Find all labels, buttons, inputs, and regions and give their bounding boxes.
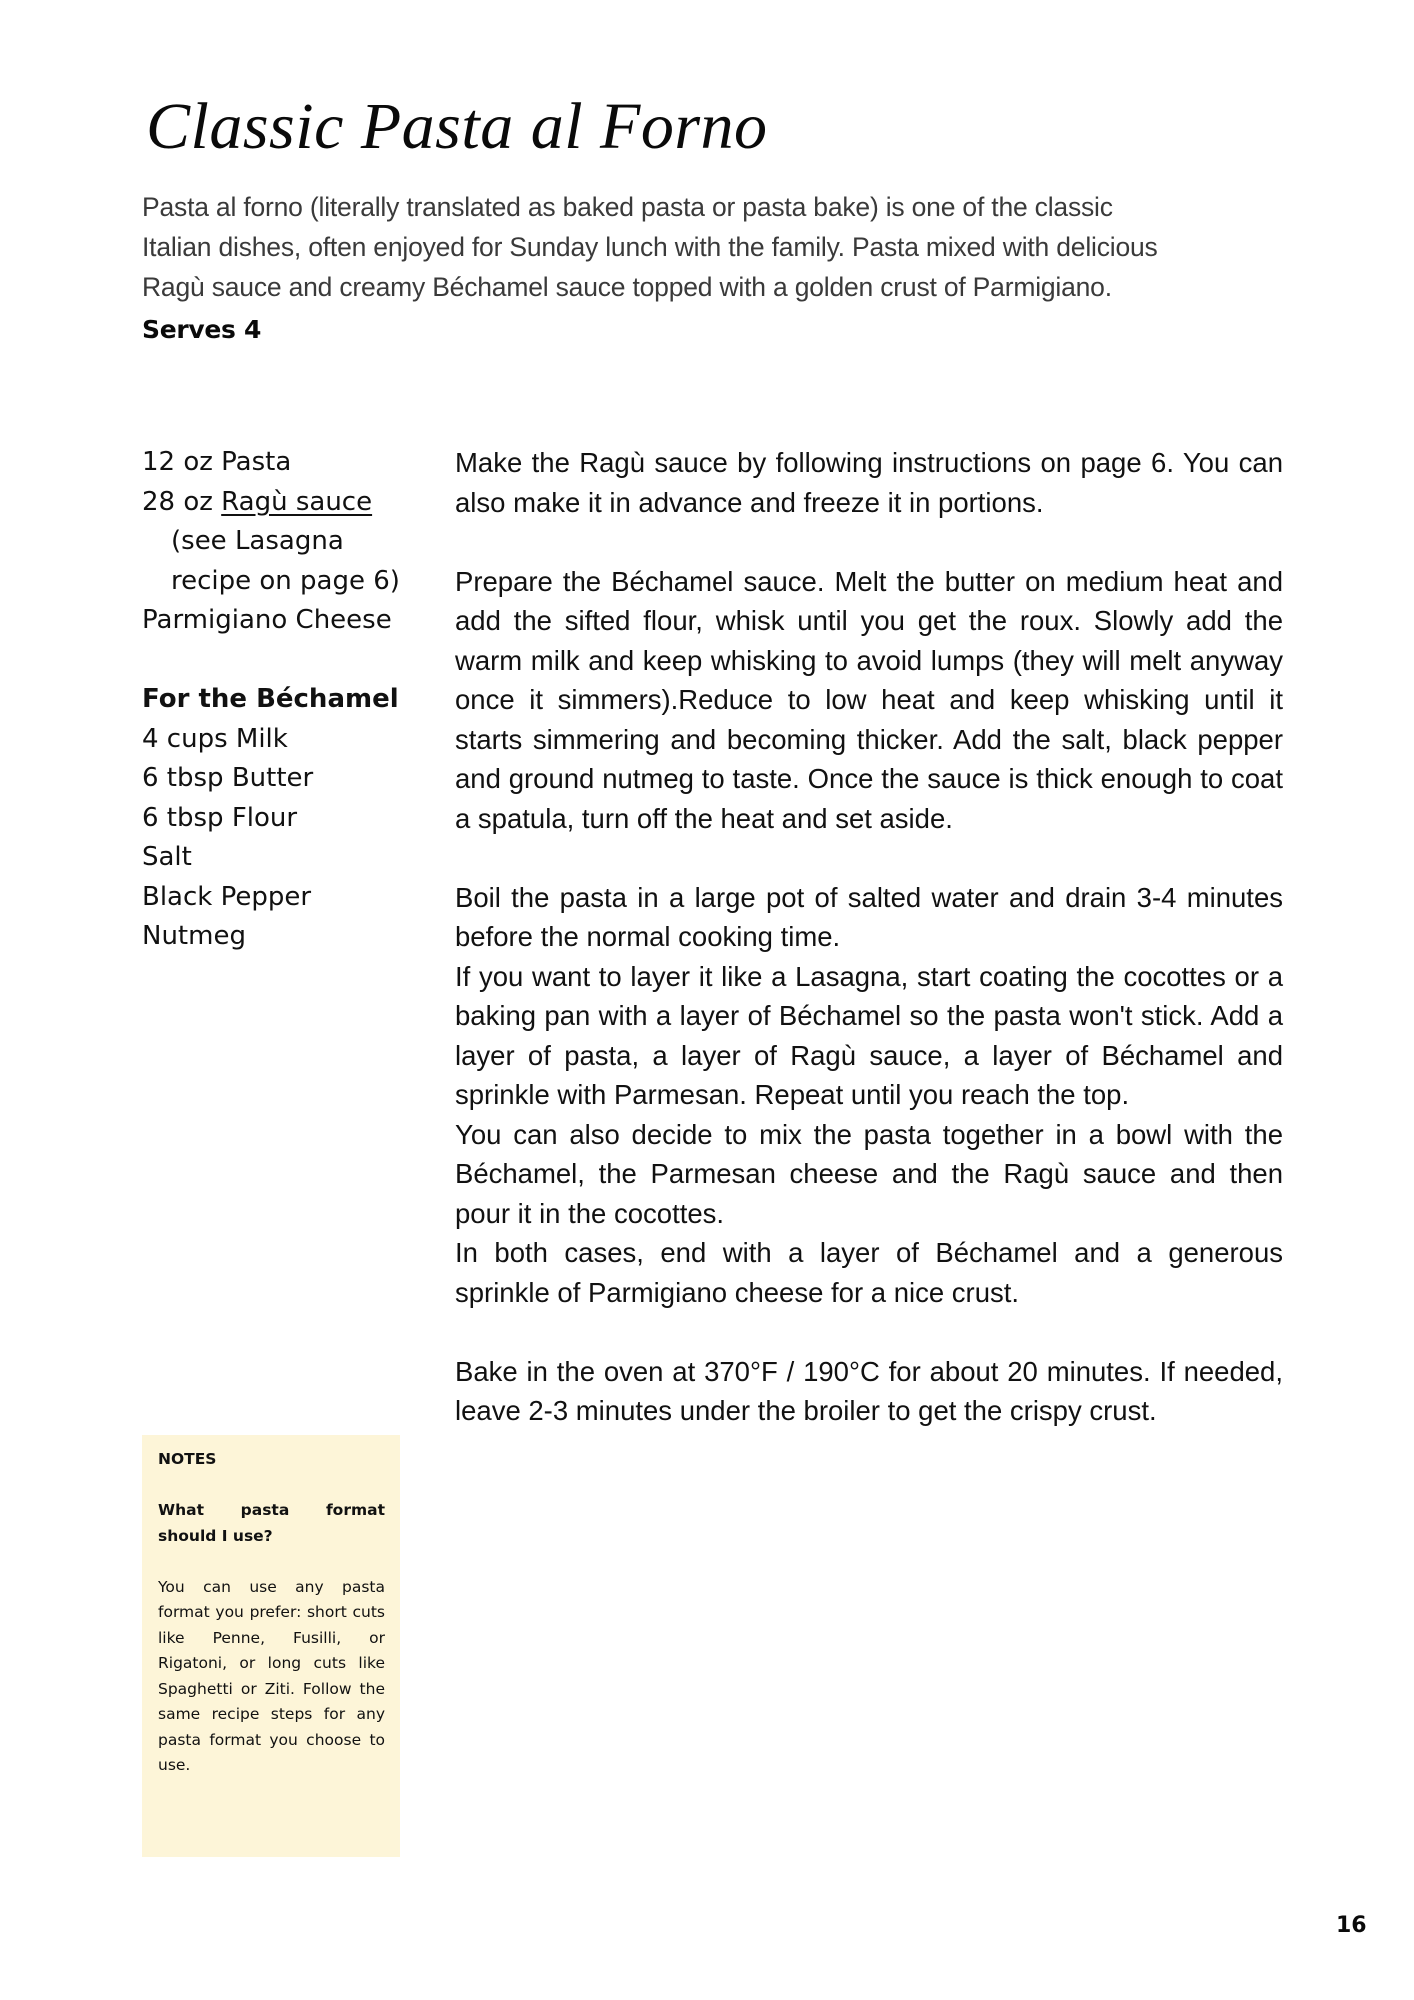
bechamel-item: 4 cups Milk: [142, 723, 288, 754]
bechamel-heading: For the Béchamel: [142, 684, 399, 714]
paragraph-gap: [455, 838, 1283, 878]
serves-label: Serves 4: [142, 315, 262, 344]
instruction-step: Make the Ragù sauce by following instructions on page 6. You can also make it in advance and freeze it in portions.: [455, 447, 1283, 518]
ingredient-cheese: Parmigiano Cheese: [142, 605, 392, 635]
bechamel-item: Black Pepper: [142, 881, 312, 912]
notes-question: What pasta format should I use?: [158, 1501, 385, 1545]
intro-line: Ragù sauce and creamy Béchamel sauce topped with a golden crust of Parmigiano.: [142, 272, 1112, 302]
bechamel-item: Nutmeg: [142, 921, 246, 951]
instruction-step: If you want to layer it like a Lasagna, start coating the cocottes or a baking pan with a layer of Béchamel so the pasta won't stick. Add a layer of pasta, a layer of Ragù sauce, a layer of Béchamel and sprinkle with Parmesan. Repeat until you reach the top.: [455, 960, 1283, 1110]
paragraph-gap: [455, 1312, 1283, 1352]
paragraph-gap: [455, 522, 1283, 562]
ingredients-list: [142, 443, 432, 957]
notes-answer: You can use any pasta format you prefer: short cuts like Penne, Fusilli, or Rigatoni, or long cuts like Spaghetti or Ziti. Follow the same recipe steps for any pasta format you choose to use.: [158, 1577, 385, 1774]
page-number: 16: [1336, 1913, 1367, 1938]
instruction-step: Bake in the oven at 370°F / 190°C for about 20 minutes. If needed, leave 2-3 minutes under the broiler to get the crispy crust.: [455, 1355, 1283, 1426]
instruction-step: In both cases, end with a layer of Béchamel and a generous sprinkle of Parmigiano cheese for a nice crust.: [455, 1237, 1283, 1308]
bechamel-item: Salt: [142, 842, 192, 872]
ingredient-ragu: [142, 483, 432, 523]
intro-line: Pasta al forno (literally translated as baked pasta or pasta bake) is one of the classic: [142, 192, 1113, 222]
bechamel-item: 6 tbsp Flour: [142, 802, 298, 833]
recipe-intro: [142, 187, 1302, 307]
recipe-title: Classic Pasta al Forno: [146, 90, 768, 163]
bechamel-item: 6 tbsp Butter: [142, 763, 314, 793]
ragu-sauce-link[interactable]: Ragù sauce: [221, 486, 373, 517]
instruction-step: Prepare the Béchamel sauce. Melt the butter on medium heat and add the sifted flour, whisk until you get the roux. Slowly add the warm milk and keep whisking to avoid lumps (they will melt anyway once it simmers).Reduce to low heat and keep whisking until it starts simmering and becoming thicker. Add the salt, black pepper and ground nutmeg to taste. Once the sauce is thick enough to coat a spatula, turn off the heat and set aside.: [455, 565, 1283, 834]
ingredient-gap: [142, 641, 432, 681]
ingredient-ragu-qty: 28 oz: [142, 486, 222, 517]
instruction-step: You can also decide to mix the pasta together in a bowl with the Béchamel, the Parmesan cheese and the Ragù sauce and then pour it in the cocottes.: [455, 1118, 1283, 1229]
instructions: [455, 443, 1283, 1431]
ingredient-ragu-note: recipe on page 6): [171, 565, 400, 596]
instruction-step: Boil the pasta in a large pot of salted water and drain 3-4 minutes before the normal cooking time.: [455, 881, 1283, 952]
ingredient-ragu-note: (see Lasagna: [171, 526, 344, 556]
notes-title: NOTES: [158, 1450, 217, 1468]
notes-box: [142, 1435, 400, 1857]
ingredient-pasta: 12 oz Pasta: [142, 447, 292, 477]
intro-line: Italian dishes, often enjoyed for Sunday lunch with the family. Pasta mixed with delicious: [142, 232, 1158, 262]
